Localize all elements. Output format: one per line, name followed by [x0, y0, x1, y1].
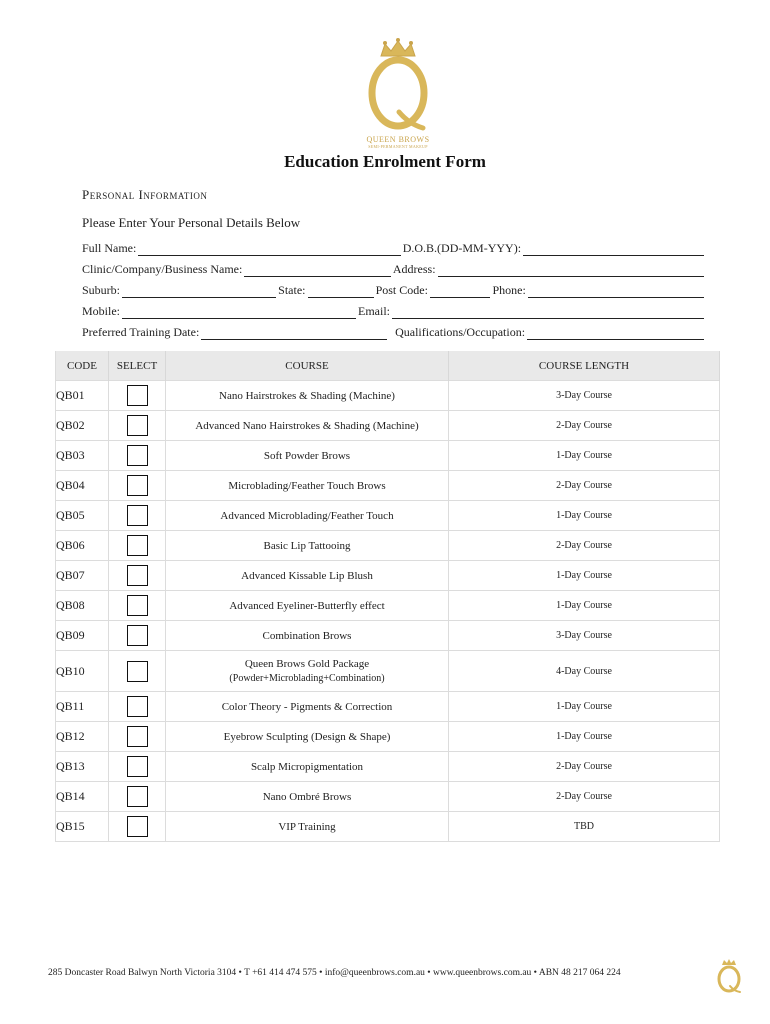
- course-checkbox[interactable]: [127, 726, 148, 747]
- field-row-suburb: [82, 280, 706, 298]
- course-length: 1-Day Course: [449, 722, 720, 752]
- qualifications-field[interactable]: [527, 327, 704, 340]
- email-label: Email:: [358, 304, 390, 318]
- select-cell: [109, 621, 166, 651]
- course-checkbox[interactable]: [127, 445, 148, 466]
- course-checkbox[interactable]: [127, 696, 148, 717]
- footer-contact: 285 Doncaster Road Balwyn North Victoria 3104 • T +61 414 474 575 • info@queenbrows.com.au • www.queenbrows.com.au • ABN 48 217 064 224: [48, 968, 621, 978]
- select-cell: [109, 381, 166, 411]
- queen-brows-logo: [355, 38, 441, 148]
- course-checkbox[interactable]: [127, 595, 148, 616]
- suburb-label: Suburb:: [82, 283, 121, 297]
- course-name: Combination Brows: [262, 629, 352, 642]
- course-name: Advanced Nano Hairstrokes & Shading (Machine): [195, 419, 419, 432]
- training-date-field[interactable]: [201, 327, 387, 340]
- training-date-label: Preferred Training Date:: [82, 325, 200, 339]
- course-cell: [166, 692, 449, 722]
- course-code: QB14: [56, 782, 109, 812]
- course-cell: [166, 591, 449, 621]
- course-cell: [166, 441, 449, 471]
- table-row: [56, 752, 720, 782]
- form-instruction: Please Enter Your Personal Details Below: [82, 215, 301, 230]
- course-length: 2-Day Course: [449, 782, 720, 812]
- table-row: [56, 692, 720, 722]
- course-checkbox[interactable]: [127, 625, 148, 646]
- header-code: CODE: [56, 351, 109, 381]
- course-cell: [166, 752, 449, 782]
- course-name: Color Theory - Pigments & Correction: [221, 700, 393, 713]
- select-cell: [109, 501, 166, 531]
- course-length: 1-Day Course: [449, 501, 720, 531]
- state-field[interactable]: [308, 285, 374, 298]
- table-row: [56, 441, 720, 471]
- section-heading: Personal Information: [82, 187, 208, 202]
- select-cell: [109, 752, 166, 782]
- course-name: Advanced Microblading/Feather Touch: [220, 509, 394, 522]
- table-row: [56, 471, 720, 501]
- phone-field[interactable]: [528, 285, 704, 298]
- form-title: Education Enrolment Form: [284, 152, 486, 171]
- select-cell: [109, 531, 166, 561]
- course-checkbox[interactable]: [127, 535, 148, 556]
- course-cell: [166, 501, 449, 531]
- full-name-label: Full Name:: [82, 241, 137, 255]
- header-course: COURSE: [166, 351, 449, 381]
- course-cell: [166, 722, 449, 752]
- header-select: SELECT: [109, 351, 166, 381]
- course-subtitle: (Powder+Microblading+Combination): [229, 673, 385, 684]
- email-field[interactable]: [392, 306, 704, 319]
- table-row: [56, 381, 720, 411]
- post-code-label: Post Code:: [375, 283, 428, 297]
- field-row-mobile-email: [82, 301, 706, 319]
- dob-label: D.O.B.(DD-MM-YYY):: [402, 241, 522, 255]
- course-code: QB01: [56, 381, 109, 411]
- course-cell: [166, 812, 449, 842]
- course-length: 4-Day Course: [449, 651, 720, 692]
- course-code: QB12: [56, 722, 109, 752]
- select-cell: [109, 692, 166, 722]
- crown-q-small-icon: [714, 958, 744, 994]
- course-name: Nano Ombré Brows: [262, 790, 352, 803]
- course-length: 2-Day Course: [449, 531, 720, 561]
- course-checkbox[interactable]: [127, 385, 148, 406]
- course-code: QB05: [56, 501, 109, 531]
- address-label: Address:: [392, 262, 436, 276]
- course-name: Eyebrow Sculpting (Design & Shape): [223, 730, 391, 743]
- table-row: [56, 501, 720, 531]
- mobile-label: Mobile:: [82, 304, 120, 318]
- course-length: 1-Day Course: [449, 692, 720, 722]
- state-label: State:: [278, 283, 306, 297]
- course-cell: [166, 381, 449, 411]
- course-code: QB15: [56, 812, 109, 842]
- course-checkbox[interactable]: [127, 565, 148, 586]
- phone-label: Phone:: [492, 283, 526, 297]
- course-length: 1-Day Course: [449, 441, 720, 471]
- select-cell: [109, 812, 166, 842]
- select-cell: [109, 561, 166, 591]
- course-code: QB13: [56, 752, 109, 782]
- brand-name: QUEEN BROWS: [366, 135, 430, 144]
- select-cell: [109, 471, 166, 501]
- dob-field[interactable]: [523, 243, 704, 256]
- full-name-field[interactable]: [138, 243, 400, 256]
- course-length: 3-Day Course: [449, 621, 720, 651]
- course-checkbox[interactable]: [127, 415, 148, 436]
- select-cell: [109, 441, 166, 471]
- course-name: Advanced Eyeliner-Butterfly effect: [229, 599, 385, 612]
- course-length: 1-Day Course: [449, 591, 720, 621]
- table-row: [56, 531, 720, 561]
- course-cell: [166, 531, 449, 561]
- course-length: 1-Day Course: [449, 561, 720, 591]
- select-cell: [109, 651, 166, 692]
- address-field[interactable]: [438, 264, 704, 277]
- header-length: COURSE LENGTH: [449, 351, 720, 381]
- clinic-label: Clinic/Company/Business Name:: [82, 262, 243, 276]
- select-cell: [109, 722, 166, 752]
- select-cell: [109, 782, 166, 812]
- course-code: QB02: [56, 411, 109, 441]
- course-name: VIP Training: [278, 820, 336, 833]
- course-checkbox[interactable]: [127, 786, 148, 807]
- course-name: Nano Hairstrokes & Shading (Machine): [219, 389, 395, 402]
- course-checkbox[interactable]: [127, 756, 148, 777]
- course-name: Microblading/Feather Touch Brows: [228, 479, 386, 492]
- table-row: [56, 621, 720, 651]
- qualifications-label: Qualifications/Occupation:: [395, 325, 526, 339]
- course-length: 2-Day Course: [449, 752, 720, 782]
- table-row: [56, 722, 720, 752]
- table-row: [56, 651, 720, 692]
- table-row: [56, 782, 720, 812]
- course-code: QB07: [56, 561, 109, 591]
- course-length: 2-Day Course: [449, 411, 720, 441]
- mobile-field[interactable]: [122, 306, 356, 319]
- suburb-field[interactable]: [122, 285, 276, 298]
- course-cell: [166, 651, 449, 692]
- course-name: Queen Brows Gold Package: [244, 658, 370, 670]
- course-name: Advanced Kissable Lip Blush: [241, 569, 373, 582]
- course-checkbox[interactable]: [127, 661, 148, 682]
- course-code: QB09: [56, 621, 109, 651]
- course-cell: [166, 561, 449, 591]
- course-table: [55, 351, 720, 842]
- course-name: Basic Lip Tattooing: [263, 539, 351, 552]
- field-row-name-dob: [82, 238, 706, 256]
- course-length: 2-Day Course: [449, 471, 720, 501]
- course-cell: [166, 782, 449, 812]
- course-checkbox[interactable]: [127, 505, 148, 526]
- field-row-clinic-address: [82, 259, 706, 277]
- course-name: Soft Powder Brows: [263, 449, 351, 462]
- table-row: [56, 561, 720, 591]
- crown-q-icon: [363, 38, 433, 133]
- course-checkbox[interactable]: [127, 475, 148, 496]
- course-code: QB08: [56, 591, 109, 621]
- table-row: [56, 812, 720, 842]
- table-row: [56, 591, 720, 621]
- field-row-training: [82, 322, 706, 340]
- course-code: QB04: [56, 471, 109, 501]
- course-checkbox[interactable]: [127, 816, 148, 837]
- brand-tagline: SEMI-PERMANENT MAKEUP: [368, 144, 428, 149]
- clinic-field[interactable]: [244, 264, 391, 277]
- course-code: QB03: [56, 441, 109, 471]
- course-length: TBD: [449, 812, 720, 842]
- select-cell: [109, 591, 166, 621]
- course-cell: [166, 471, 449, 501]
- course-code: QB06: [56, 531, 109, 561]
- course-name: Scalp Micropigmentation: [250, 760, 364, 773]
- table-row: [56, 411, 720, 441]
- table-header-row: [56, 351, 720, 381]
- course-cell: [166, 411, 449, 441]
- footer-logo: [714, 958, 744, 999]
- post-code-field[interactable]: [430, 285, 491, 298]
- course-length: 3-Day Course: [449, 381, 720, 411]
- select-cell: [109, 411, 166, 441]
- course-code: QB10: [56, 651, 109, 692]
- course-cell: [166, 621, 449, 651]
- course-code: QB11: [56, 692, 109, 722]
